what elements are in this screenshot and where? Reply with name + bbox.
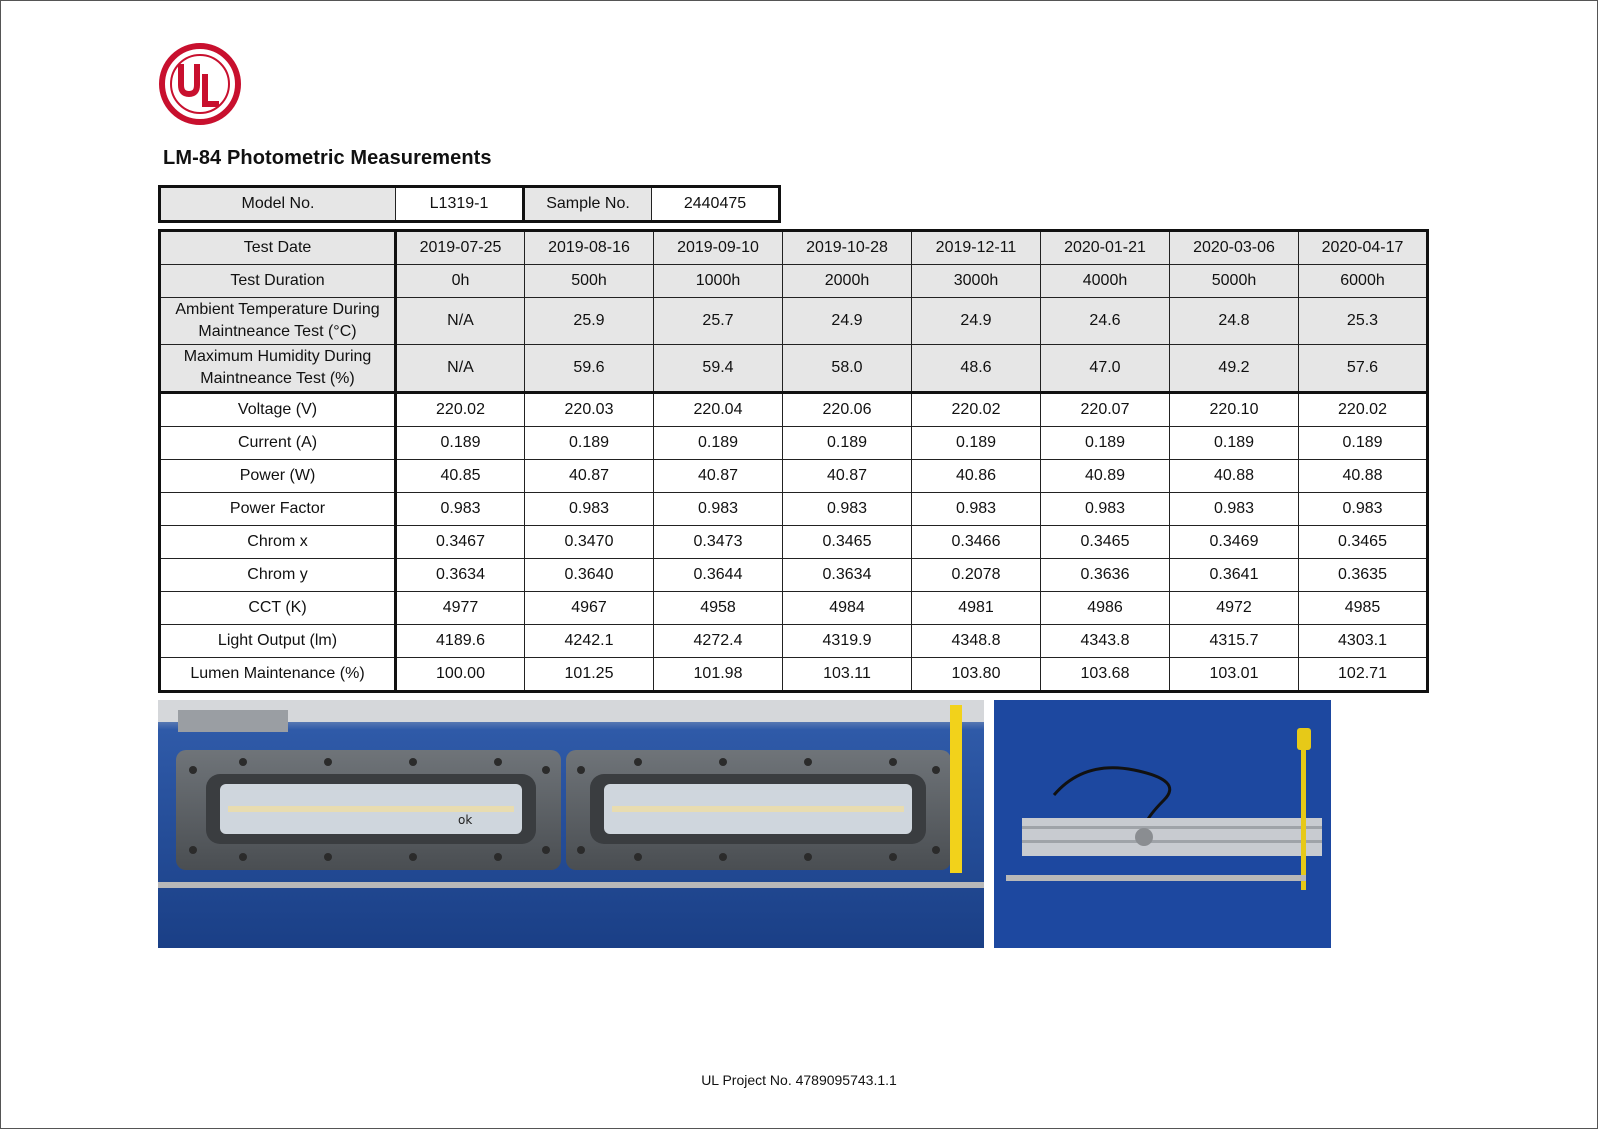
table-cell: 0.3636 [1041, 559, 1170, 592]
table-cell: 0h [396, 265, 525, 298]
table-cell: 4967 [525, 592, 654, 625]
table-cell: 0.3635 [1299, 559, 1428, 592]
table-cell: 0.189 [1299, 427, 1428, 460]
table-cell: 40.85 [396, 460, 525, 493]
table-cell: 25.9 [525, 298, 654, 345]
table-row [160, 559, 1428, 592]
table-cell: 500h [525, 265, 654, 298]
table-cell: 101.98 [654, 658, 783, 692]
table-cell: 0.983 [1299, 493, 1428, 526]
table-cell: 220.02 [912, 393, 1041, 427]
table-cell: 4000h [1041, 265, 1170, 298]
table-cell: 0.3634 [783, 559, 912, 592]
project-number-footer: UL Project No. 4789095743.1.1 [701, 1072, 897, 1088]
table-cell: 0.2078 [912, 559, 1041, 592]
table-cell: 102.71 [1299, 658, 1428, 692]
table-cell: 2020-01-21 [1041, 231, 1170, 265]
table-cell: 59.6 [525, 345, 654, 393]
table-cell: 0.3640 [525, 559, 654, 592]
table-cell: 4303.1 [1299, 625, 1428, 658]
measurements-table [158, 229, 1429, 693]
row-label-line: Ambient Temperature During [175, 301, 380, 318]
row-label: Test Duration [160, 265, 396, 298]
table-cell: 0.189 [654, 427, 783, 460]
table-cell: 2000h [783, 265, 912, 298]
table-cell: 0.3465 [1299, 526, 1428, 559]
luminaire-front-photo [158, 700, 984, 948]
row-label: Light Output (lm) [160, 625, 396, 658]
table-row [160, 625, 1428, 658]
table-cell: 2019-12-11 [912, 231, 1041, 265]
row-label: Voltage (V) [160, 393, 396, 427]
table-cell: 4981 [912, 592, 1041, 625]
table-row [160, 265, 1428, 298]
table-row [160, 592, 1428, 625]
table-cell: 0.189 [912, 427, 1041, 460]
table-cell: 0.3465 [1041, 526, 1170, 559]
table-cell: N/A [396, 298, 525, 345]
table-cell: 3000h [912, 265, 1041, 298]
table-cell: 2019-09-10 [654, 231, 783, 265]
row-label: Current (A) [160, 427, 396, 460]
row-label: Power Factor [160, 493, 396, 526]
table-cell: 2019-10-28 [783, 231, 912, 265]
table-cell: 6000h [1299, 265, 1428, 298]
table-cell: 49.2 [1170, 345, 1299, 393]
table-cell: 4189.6 [396, 625, 525, 658]
table-cell: 24.6 [1041, 298, 1170, 345]
table-cell: 4343.8 [1041, 625, 1170, 658]
table-cell: 24.8 [1170, 298, 1299, 345]
row-label-line: Maximum Humidity During [183, 348, 372, 365]
table-cell: 220.02 [396, 393, 525, 427]
row-label: Lumen Maintenance (%) [160, 658, 396, 692]
photo-ok-marking: ok [458, 813, 473, 827]
table-cell: 0.3634 [396, 559, 525, 592]
table-cell: 40.89 [1041, 460, 1170, 493]
table-cell: 220.02 [1299, 393, 1428, 427]
table-cell: 47.0 [1041, 345, 1170, 393]
table-row [160, 231, 1428, 265]
table-cell: 2020-03-06 [1170, 231, 1299, 265]
row-label-line: Maintneance Test (%) [200, 370, 355, 387]
table-cell: 5000h [1170, 265, 1299, 298]
table-cell: 2019-07-25 [396, 231, 525, 265]
row-label: Power (W) [160, 460, 396, 493]
luminaire-back-photo [994, 700, 1331, 948]
table-cell: 40.87 [654, 460, 783, 493]
table-cell: 100.00 [396, 658, 525, 692]
table-cell: 4986 [1041, 592, 1170, 625]
table-cell: 0.983 [654, 493, 783, 526]
table-cell: 0.983 [783, 493, 912, 526]
table-cell: 4985 [1299, 592, 1428, 625]
model-no-label: Model No. [160, 187, 396, 222]
table-cell: 220.03 [525, 393, 654, 427]
table-cell: 0.3465 [783, 526, 912, 559]
table-cell: N/A [396, 345, 525, 393]
sample-no-label: Sample No. [524, 187, 652, 222]
sample-no-value: 2440475 [652, 187, 780, 222]
table-cell: 4977 [396, 592, 525, 625]
ul-logo [158, 42, 242, 126]
table-cell: 0.3470 [525, 526, 654, 559]
table-row [160, 298, 1428, 345]
table-row [160, 393, 1428, 427]
table-cell: 0.189 [396, 427, 525, 460]
model-info-table [158, 185, 781, 223]
table-cell: 0.189 [525, 427, 654, 460]
table-cell: 0.983 [525, 493, 654, 526]
table-cell: 103.68 [1041, 658, 1170, 692]
table-cell: 0.3467 [396, 526, 525, 559]
table-cell: 2020-04-17 [1299, 231, 1428, 265]
table-row [160, 658, 1428, 692]
table-cell: 0.983 [396, 493, 525, 526]
table-cell: 4958 [654, 592, 783, 625]
table-cell: 0.189 [1041, 427, 1170, 460]
table-cell: 48.6 [912, 345, 1041, 393]
table-cell: 24.9 [783, 298, 912, 345]
table-cell: 103.80 [912, 658, 1041, 692]
table-cell: 40.86 [912, 460, 1041, 493]
table-cell: 0.3466 [912, 526, 1041, 559]
table-cell: 25.7 [654, 298, 783, 345]
model-no-value: L1319-1 [396, 187, 524, 222]
table-cell: 4242.1 [525, 625, 654, 658]
table-cell: 1000h [654, 265, 783, 298]
table-cell: 0.983 [1041, 493, 1170, 526]
table-row [160, 345, 1428, 393]
table-cell: 0.3473 [654, 526, 783, 559]
row-label: CCT (K) [160, 592, 396, 625]
table-cell: 220.04 [654, 393, 783, 427]
table-cell: 101.25 [525, 658, 654, 692]
document-title: LM-84 Photometric Measurements [163, 147, 492, 169]
table-cell: 4348.8 [912, 625, 1041, 658]
table-cell: 2019-08-16 [525, 231, 654, 265]
table-cell: 25.3 [1299, 298, 1428, 345]
table-cell: 4319.9 [783, 625, 912, 658]
table-cell: 57.6 [1299, 345, 1428, 393]
table-cell: 40.87 [783, 460, 912, 493]
table-cell: 40.88 [1170, 460, 1299, 493]
table-row [160, 460, 1428, 493]
row-label: Test Date [160, 231, 396, 265]
table-cell: 103.01 [1170, 658, 1299, 692]
table-cell: 103.11 [783, 658, 912, 692]
table-cell: 220.07 [1041, 393, 1170, 427]
table-cell: 58.0 [783, 345, 912, 393]
table-cell: 0.983 [912, 493, 1041, 526]
table-cell: 40.87 [525, 460, 654, 493]
table-cell: 220.06 [783, 393, 912, 427]
table-row [160, 427, 1428, 460]
table-cell: 0.3641 [1170, 559, 1299, 592]
table-cell: 220.10 [1170, 393, 1299, 427]
table-cell: 4984 [783, 592, 912, 625]
table-cell: 0.3469 [1170, 526, 1299, 559]
table-row [160, 493, 1428, 526]
table-cell: 59.4 [654, 345, 783, 393]
table-cell: 0.3644 [654, 559, 783, 592]
row-label: Chrom y [160, 559, 396, 592]
row-label [160, 298, 396, 345]
table-cell: 40.88 [1299, 460, 1428, 493]
table-cell: 4272.4 [654, 625, 783, 658]
table-cell: 4972 [1170, 592, 1299, 625]
row-label-line: Maintneance Test (°C) [198, 323, 357, 340]
table-cell: 0.189 [783, 427, 912, 460]
table-cell: 24.9 [912, 298, 1041, 345]
row-label: Chrom x [160, 526, 396, 559]
table-cell: 4315.7 [1170, 625, 1299, 658]
table-cell: 0.189 [1170, 427, 1299, 460]
row-label [160, 345, 396, 393]
table-row [160, 526, 1428, 559]
table-cell: 0.983 [1170, 493, 1299, 526]
